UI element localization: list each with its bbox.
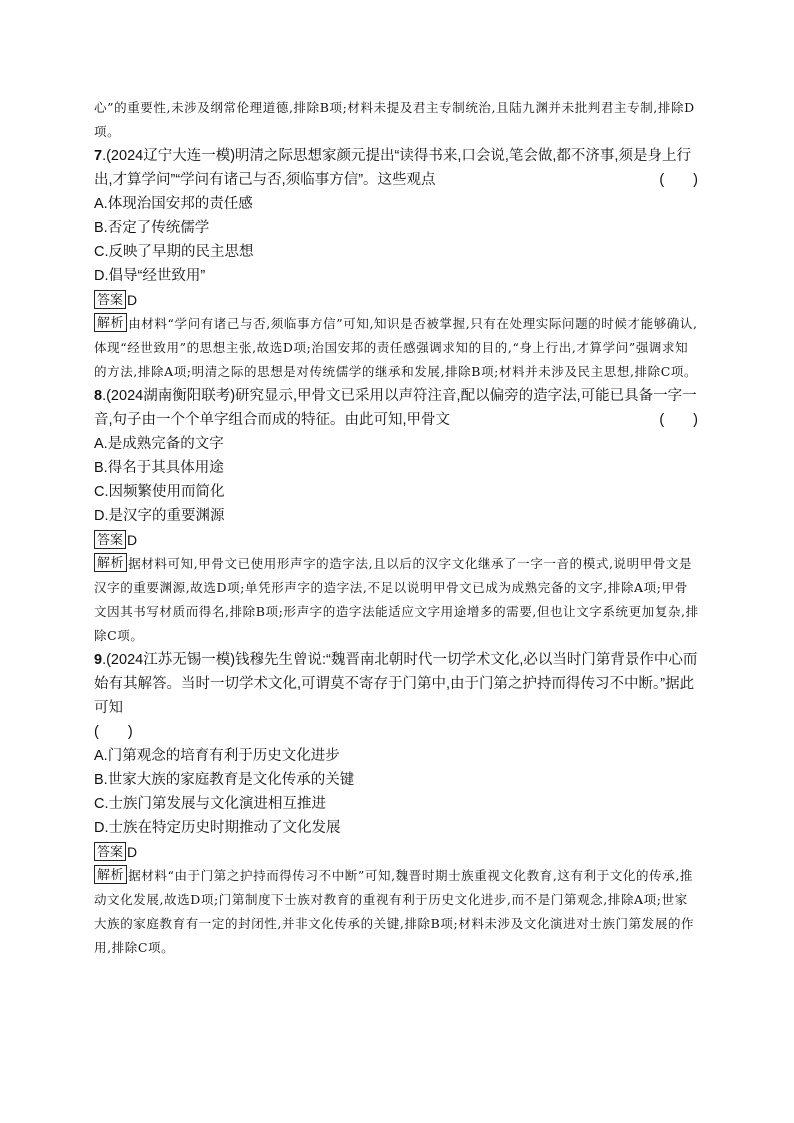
question-number: 8 xyxy=(94,388,103,404)
question-text: .(2024湖南衡阳联考)研究显示,甲骨文已采用以声符注音,配以偏旁的造字法,可能已具备一字一音,句子由一个个单字组合而成的特征。由此可知,甲骨文 xyxy=(94,388,697,428)
option-c: C.因频繁使用而简化 xyxy=(94,484,225,500)
question-9 xyxy=(94,648,700,960)
answer-line xyxy=(94,288,700,312)
answer-blank: ( ) xyxy=(659,172,698,188)
question-text: .(2024辽宁大连一模)明清之际思想家颜元提出“读得书来,口会说,笔会做,都不济事,须是身上行出,才算学问”“学问有诸己与否,须临事方信”。这些观点 xyxy=(94,148,691,188)
question-number: 7 xyxy=(94,148,103,164)
previous-analysis-continuation: 心”的重要性,未涉及纲常伦理道德,排除B项;材料未提及君主专制统治,且陆九渊并未批判君主专制,排除D项。 xyxy=(94,100,695,139)
analysis-paragraph xyxy=(94,312,700,384)
answer-line xyxy=(94,840,700,864)
answer-tag: 答案 xyxy=(94,290,126,309)
analysis-tag: 解析 xyxy=(94,313,127,332)
option-b: B.得名于其具体用途 xyxy=(94,460,224,476)
answer-value: D xyxy=(127,844,138,860)
analysis-tag: 解析 xyxy=(94,865,127,884)
option-b: B.世家大族的家庭教育是文化传承的关键 xyxy=(94,772,355,788)
option-a: A.体现治国安邦的责任感 xyxy=(94,196,253,212)
answer-tag: 答案 xyxy=(94,530,126,549)
option-d: D.倡导“经世致用” xyxy=(94,268,206,284)
answer-blank: ( ) xyxy=(659,412,698,428)
question-number: 9 xyxy=(94,652,103,668)
option-d: D.士族在特定历史时期推动了文化发展 xyxy=(94,820,341,836)
answer-blank: ( ) xyxy=(94,724,133,740)
option-d: D.是汉字的重要渊源 xyxy=(94,508,225,524)
analysis-text: 据材料可知,甲骨文已使用形声字的造字法,且以后的汉字文化继承了一字一音的模式,说明甲骨文是汉字的重要渊源,故选D项;单凭形声字的造字法,不足以说明甲骨文已成为成熟完备的文字,排除A项;甲骨文因其书写材质而得名,排除B项;形声字的造字法能适应文字用途增多的需要,但也让文字系统更加复杂,排除C项。 xyxy=(94,556,699,643)
option-c: C.反映了早期的民主思想 xyxy=(94,244,254,260)
question-stem xyxy=(94,648,700,720)
analysis-text: 据材料“由于门第之护持而得传习不中断”可知,魏晋时期士族重视文化教育,这有利于文化的传承,推动文化发展,故选D项;门第制度下士族对教育的重视有利于历史文化进步,而不是门第观念,排除A项;世家大族的家庭教育有一定的封闭性,并非文化传承的关键,排除B项;材料未涉及文化演进对士族门第发展的作用,排除C项。 xyxy=(94,868,695,955)
analysis-text: 由材料“学问有诸己与否,须临事方信”可知,知识是否被掌握,只有在处理实际问题的时候才能够确认,体现“经世致用”的思想主张,故选D项;治国安邦的责任感强调求知的目的,“身上行出,才算学问”强调求知的方法,排除A项;明清之际的思想是对传统儒学的继承和发展,排除B项;材料并未涉及民主思想,排除C项。 xyxy=(94,316,698,379)
document-page xyxy=(94,96,700,960)
option-b: B.否定了传统儒学 xyxy=(94,220,210,236)
question-text: .(2024江苏无锡一模)钱穆先生曾说:“魏晋南北朝时代一切学术文化,必以当时门第背景作中心而始有其解答。当时一切学术文化,可谓莫不寄存于门第中,由于门第之护持而得传习不中断。”据此可知 xyxy=(94,652,698,716)
answer-value: D xyxy=(127,532,138,548)
analysis-tag: 解析 xyxy=(94,553,127,572)
question-stem xyxy=(94,144,700,192)
answer-value: D xyxy=(127,292,138,308)
option-c: C.士族门第发展与文化演进相互推进 xyxy=(94,796,326,812)
analysis-paragraph xyxy=(94,552,700,648)
analysis-paragraph xyxy=(94,864,700,960)
question-stem xyxy=(94,384,700,432)
answer-tag: 答案 xyxy=(94,842,126,861)
option-a: A.是成熟完备的文字 xyxy=(94,436,224,452)
option-a: A.门第观念的培育有利于历史文化进步 xyxy=(94,748,340,764)
question-8 xyxy=(94,384,700,648)
answer-line xyxy=(94,528,700,552)
question-7 xyxy=(94,144,700,384)
